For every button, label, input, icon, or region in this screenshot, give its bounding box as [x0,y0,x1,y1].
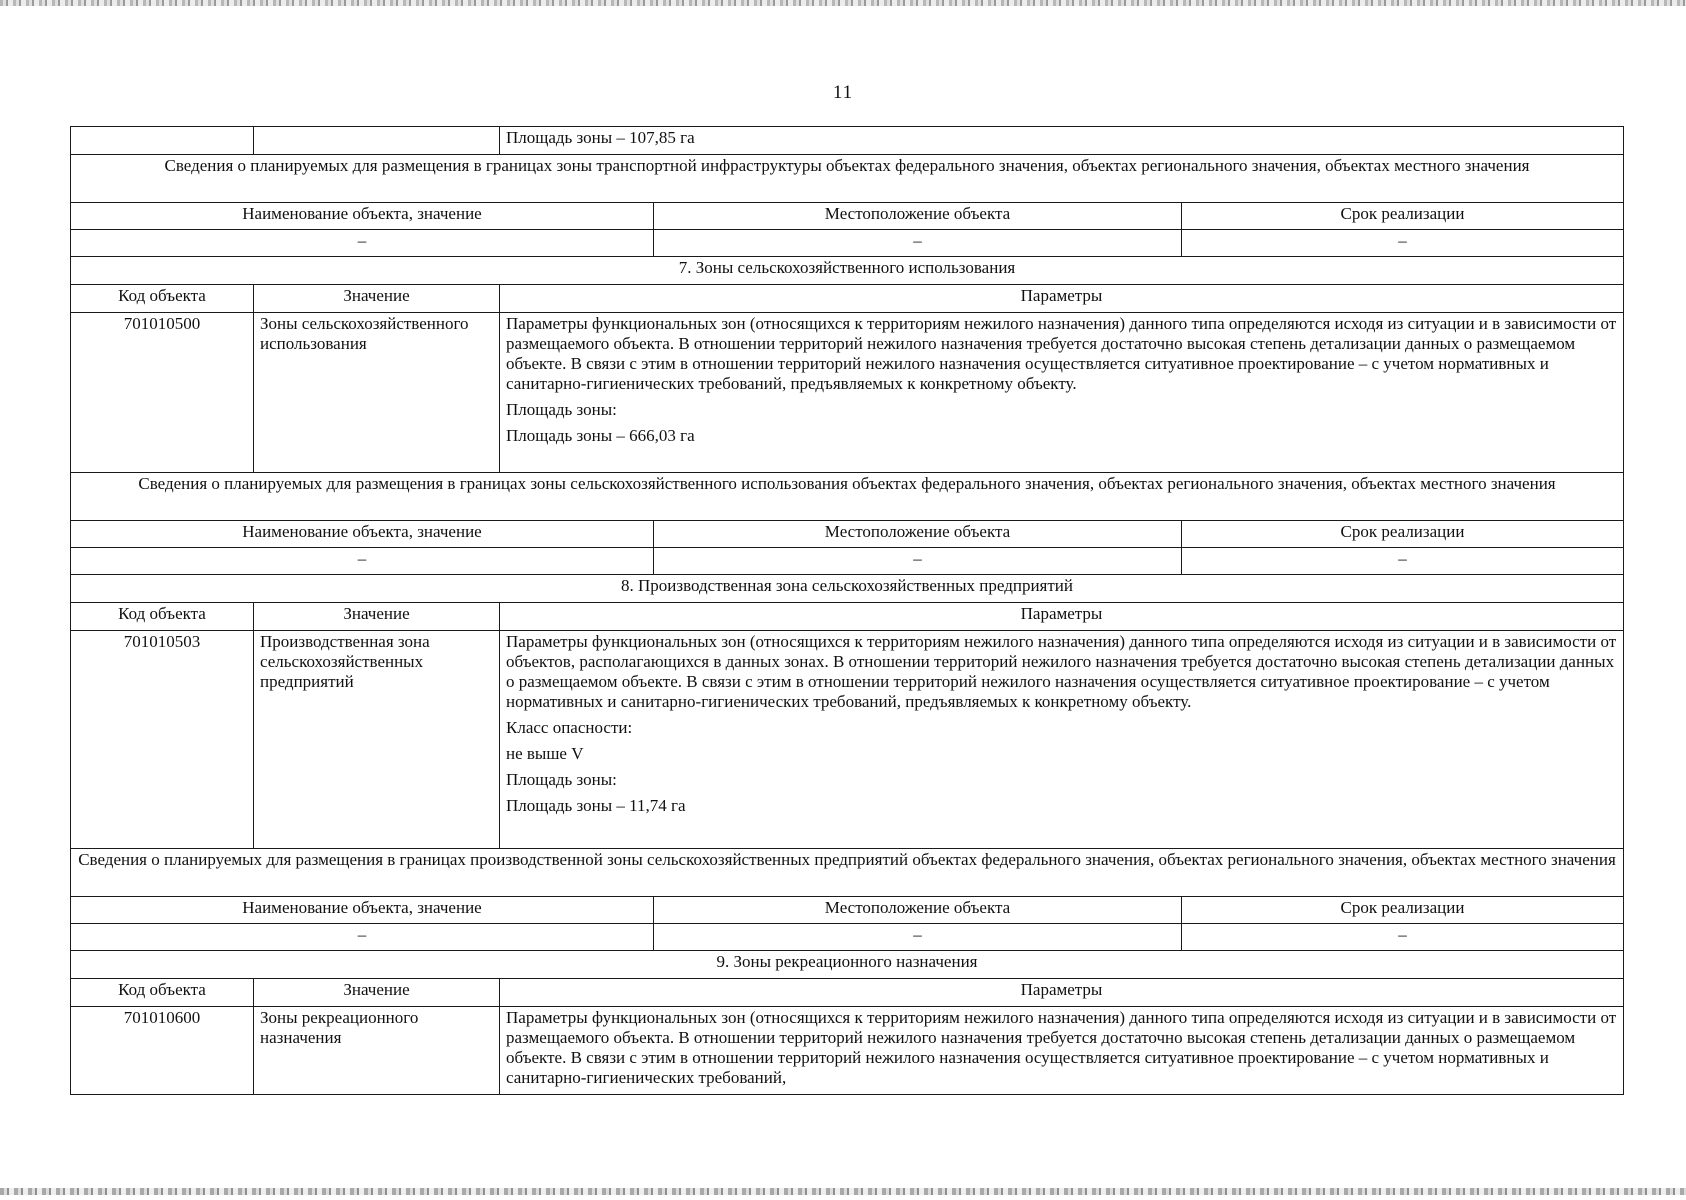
objects-cell-dash: – [1182,924,1624,951]
zone-header-code: Код объекта [71,285,254,313]
zone-area-label: Площадь зоны: [506,770,617,789]
zone-area-value: Площадь зоны – 666,03 га [506,426,695,445]
zone-header-row [71,979,1624,1007]
objects-header-location: Местоположение объекта [654,203,1182,230]
objects-cell-dash: – [654,548,1182,575]
objects-header-location: Местоположение объекта [654,521,1182,548]
objects-header-location: Местоположение объекта [654,897,1182,924]
zone-row [71,1007,1624,1095]
zone-params [500,313,1624,473]
zone-params [500,631,1624,849]
objects-cell-dash: – [71,924,654,951]
table-row-objects-info [71,473,1624,521]
section-title: 8. Производственная зона сельскохозяйственных предприятий [71,575,1624,603]
zone-value: Зоны рекреационного назначения [254,1007,500,1095]
zone-row [71,631,1624,849]
table-row-transport-info [71,155,1624,203]
objects-cell-dash: – [71,548,654,575]
zone-area-label: Площадь зоны: [506,400,617,419]
objects-cell-dash: – [1182,230,1624,257]
section-title-row [71,951,1624,979]
zone-header-row [71,603,1624,631]
objects-header-name: Наименование объекта, значение [71,203,654,230]
objects-header-row [71,521,1624,548]
zone-code: 701010500 [71,313,254,473]
zone-params [500,1007,1624,1095]
previous-area-value: Площадь зоны – 107,85 га [500,127,1624,155]
objects-info-text: Сведения о планируемых для размещения в границах зоны сельскохозяйственного использования объектах федерального значения, объектах регионального значения, объектах местного значения [71,473,1624,521]
zone-header-params: Параметры [500,979,1624,1007]
objects-header-term: Срок реализации [1182,897,1624,924]
zone-header-params: Параметры [500,603,1624,631]
zone-code: 701010600 [71,1007,254,1095]
zone-header-row [71,285,1624,313]
zones-table [70,126,1624,1095]
objects-header-name: Наименование объекта, значение [71,521,654,548]
section-title: 7. Зоны сельскохозяйственного использования [71,257,1624,285]
section-title: 9. Зоны рекреационного назначения [71,951,1624,979]
objects-cell-dash: – [654,230,1182,257]
objects-empty-row [71,230,1624,257]
zone-header-params: Параметры [500,285,1624,313]
transport-info-text: Сведения о планируемых для размещения в границах зоны транспортной инфраструктуры объектах федерального значения, объектах регионального значения, объектах местного значения [71,155,1624,203]
scan-edge-top [0,0,1686,6]
objects-empty-row [71,924,1624,951]
section-title-row [71,575,1624,603]
section-title-row [71,257,1624,285]
page-number: 11 [832,82,854,103]
zone-header-code: Код объекта [71,603,254,631]
zone-row [71,313,1624,473]
table-cell-empty [254,127,500,155]
zone-header-value: Значение [254,979,500,1007]
zone-header-code: Код объекта [71,979,254,1007]
objects-header-row [71,203,1624,230]
objects-header-term: Срок реализации [1182,203,1624,230]
table-cell-empty [71,127,254,155]
zone-header-value: Значение [254,603,500,631]
objects-header-term: Срок реализации [1182,521,1624,548]
zone-params-text: Параметры функциональных зон (относящихся к территориям нежилого назначения) данного типа определяются исходя из ситуации и в зависимости от размещаемого объекта. В отношении территорий нежилого назначения требуется достаточно высокая степень детализации данных о размещаемом объекте. В связи с этим в отношении территорий нежилого назначения осуществляется ситуативное проектирование – с учетом нормативных и санитарно-гигиенических требований, [506,1008,1617,1087]
zone-params-text: Параметры функциональных зон (относящихся к территориям нежилого назначения) данного типа определяются исходя из ситуации и в зависимости от объектов, располагающихся в данных зонах. В отношении территорий нежилого назначения требуется достаточно высокая степень детализации данных о размещаемом объекте. В связи с этим в отношении территорий нежилого назначения осуществляется ситуативное проектирование – с учетом нормативных и санитарно-гигиенических требований, предъявляемых к конкретному объекту. [506,632,1617,711]
objects-cell-dash: – [71,230,654,257]
zone-value: Производственная зона сельскохозяйственных предприятий [254,631,500,849]
zone-value: Зоны сельскохозяйственного использования [254,313,500,473]
zone-code: 701010503 [71,631,254,849]
objects-header-row [71,897,1624,924]
zone-class-value: не выше V [506,744,584,763]
zone-params-text: Параметры функциональных зон (относящихся к территориям нежилого назначения) данного типа определяются исходя из ситуации и в зависимости от размещаемого объекта. В отношении территорий нежилого назначения требуется достаточно высокая степень детализации данных о размещаемом объекте. В связи с этим в отношении территорий нежилого назначения осуществляется ситуативное проектирование – с учетом нормативных и санитарно-гигиенических требований, предъявляемых к конкретному объекту. [506,314,1617,393]
objects-cell-dash: – [1182,548,1624,575]
objects-cell-dash: – [654,924,1182,951]
zone-header-value: Значение [254,285,500,313]
objects-empty-row [71,548,1624,575]
zone-area-value: Площадь зоны – 11,74 га [506,796,686,815]
scan-edge-bottom [0,1188,1686,1195]
objects-info-text: Сведения о планируемых для размещения в границах производственной зоны сельскохозяйственных предприятий объектах федерального значения, объектах регионального значения, объектах местного значения [71,849,1624,897]
zone-class-label: Класс опасности: [506,718,633,737]
objects-header-name: Наименование объекта, значение [71,897,654,924]
table-row-objects-info [71,849,1624,897]
table-row-previous-area [71,127,1624,155]
